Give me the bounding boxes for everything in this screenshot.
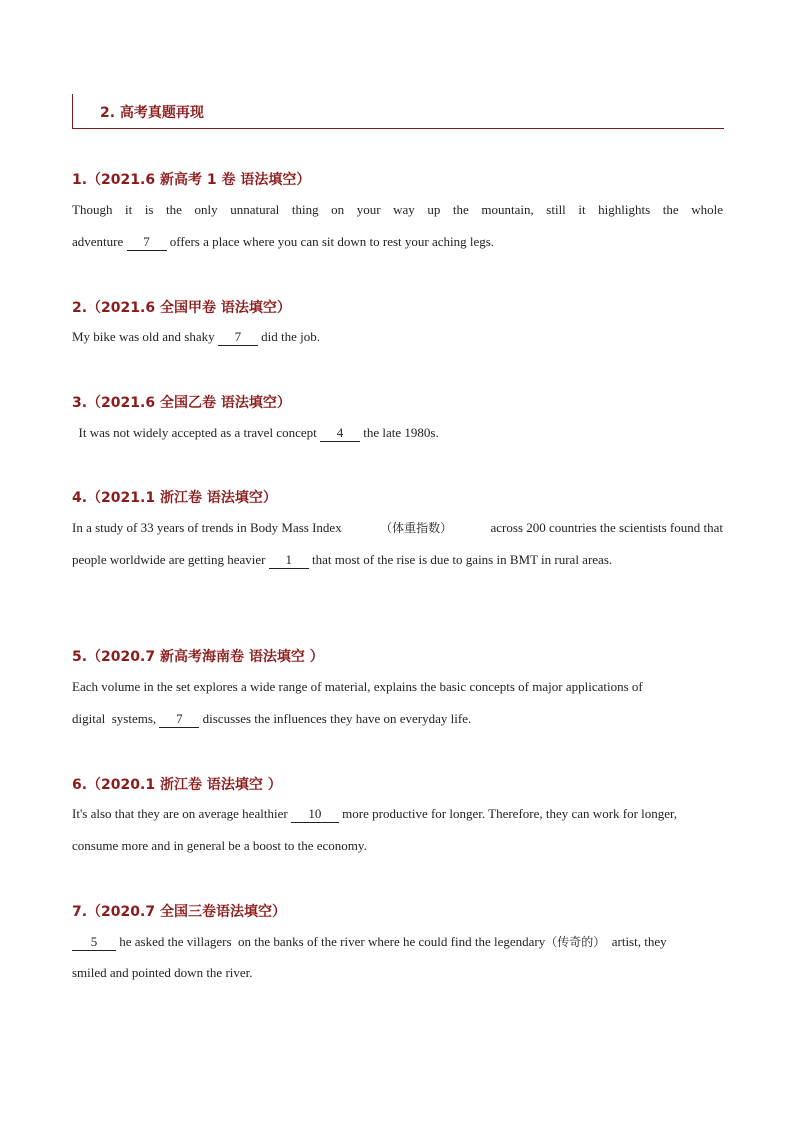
section-title: 2. 高考真题再现 <box>100 105 204 121</box>
question-1-word: the <box>662 202 679 217</box>
question-1-word: the <box>452 202 469 217</box>
question-1-line-1 <box>72 202 723 218</box>
question-2-header: 2.（2021.6 全国甲卷 语法填空） <box>72 300 291 316</box>
question-6-header: 6.（2020.1 浙江卷 语法填空 ） <box>72 777 282 793</box>
question-6-blank: 10 <box>291 806 339 823</box>
question-7-header: 7.（2020.7 全国三卷语法填空） <box>72 904 286 920</box>
question-2-text-pre: My bike was old and shaky <box>72 329 218 344</box>
question-1-text-post: offers a place where you can sit down to rest your aching legs. <box>166 234 495 249</box>
question-6-text-pre: It's also that they are on average healthier <box>72 806 291 821</box>
question-7-text-post: artist, they <box>605 934 667 949</box>
question-1-word: your <box>356 202 381 217</box>
question-1-word: it <box>578 202 586 217</box>
question-3-line-1 <box>72 425 723 442</box>
question-5-line-1: Each volume in the set explores a wide range of material, explains the basic concepts of major applications of <box>72 679 643 694</box>
question-1-word: is <box>144 202 154 217</box>
question-7-line-2: smiled and pointed down the river. <box>72 965 253 980</box>
question-1-word: highlights <box>598 202 651 217</box>
question-1-word: mountain, <box>481 202 534 217</box>
question-7-chinese-note: （传奇的） <box>545 935 606 949</box>
section-header <box>72 94 724 129</box>
question-3-text-post: the late 1980s. <box>359 425 439 440</box>
question-7-blank: 5 <box>72 934 116 951</box>
question-7-text-pre: he asked the villagers on the banks of the river where he could find the legendary <box>116 934 546 949</box>
question-5-text-post: discusses the influences they have on everyday life. <box>199 711 472 726</box>
question-1-word: whole <box>691 202 723 217</box>
question-2-text-post: did the job. <box>257 329 320 344</box>
question-5-blank: 7 <box>159 711 199 728</box>
question-1-word: way <box>393 202 415 217</box>
question-4-line-2 <box>72 552 723 569</box>
question-1-word: thing <box>291 202 319 217</box>
question-1-word: it <box>125 202 133 217</box>
question-1-word: still <box>546 202 566 217</box>
question-2-line-1 <box>72 329 723 346</box>
question-4-line-1 <box>72 520 723 536</box>
question-1-word: the <box>166 202 182 217</box>
question-5-header: 5.（2020.7 新高考海南卷 语法填空 ） <box>72 649 324 665</box>
question-5-text-pre: digital systems, <box>72 711 160 726</box>
question-4-text-pre: In a study of 33 years of trends in Body Mass Index <box>72 520 342 535</box>
question-3-header: 3.（2021.6 全国乙卷 语法填空） <box>72 395 291 411</box>
question-4-blank: 1 <box>269 552 309 569</box>
question-6-line-1 <box>72 806 723 823</box>
question-1-word: on <box>331 202 345 217</box>
question-4-text-post: across 200 countries the scientists found that <box>490 520 723 535</box>
question-1-word: only <box>194 202 218 217</box>
question-6-line-2: consume more and in general be a boost to the economy. <box>72 838 367 853</box>
question-1-word: unnatural <box>230 202 280 217</box>
question-1-header: 1.（2021.6 新高考 1 卷 语法填空） <box>72 172 311 188</box>
question-4-text-pre2: people worldwide are getting heavier <box>72 552 269 567</box>
question-3-text-pre: It was not widely accepted as a travel concept <box>72 425 320 440</box>
question-3-blank: 4 <box>320 425 360 442</box>
question-1-blank: 7 <box>127 234 167 251</box>
question-1-word: up <box>427 202 441 217</box>
question-4-chinese-note: （体重指数） <box>380 521 453 535</box>
question-4-header: 4.（2021.1 浙江卷 语法填空） <box>72 490 277 506</box>
question-6-text-post: more productive for longer. Therefore, they can work for longer, <box>338 806 678 821</box>
question-4-text-post2: that most of the rise is due to gains in BMT in rural areas. <box>308 552 613 567</box>
question-2-blank: 7 <box>218 329 258 346</box>
question-1-line-2 <box>72 234 723 251</box>
question-5-line-2 <box>72 711 723 728</box>
question-1-text-pre: adventure <box>72 234 127 249</box>
question-7-line-1 <box>72 934 723 951</box>
question-1-word: Though <box>72 202 113 217</box>
